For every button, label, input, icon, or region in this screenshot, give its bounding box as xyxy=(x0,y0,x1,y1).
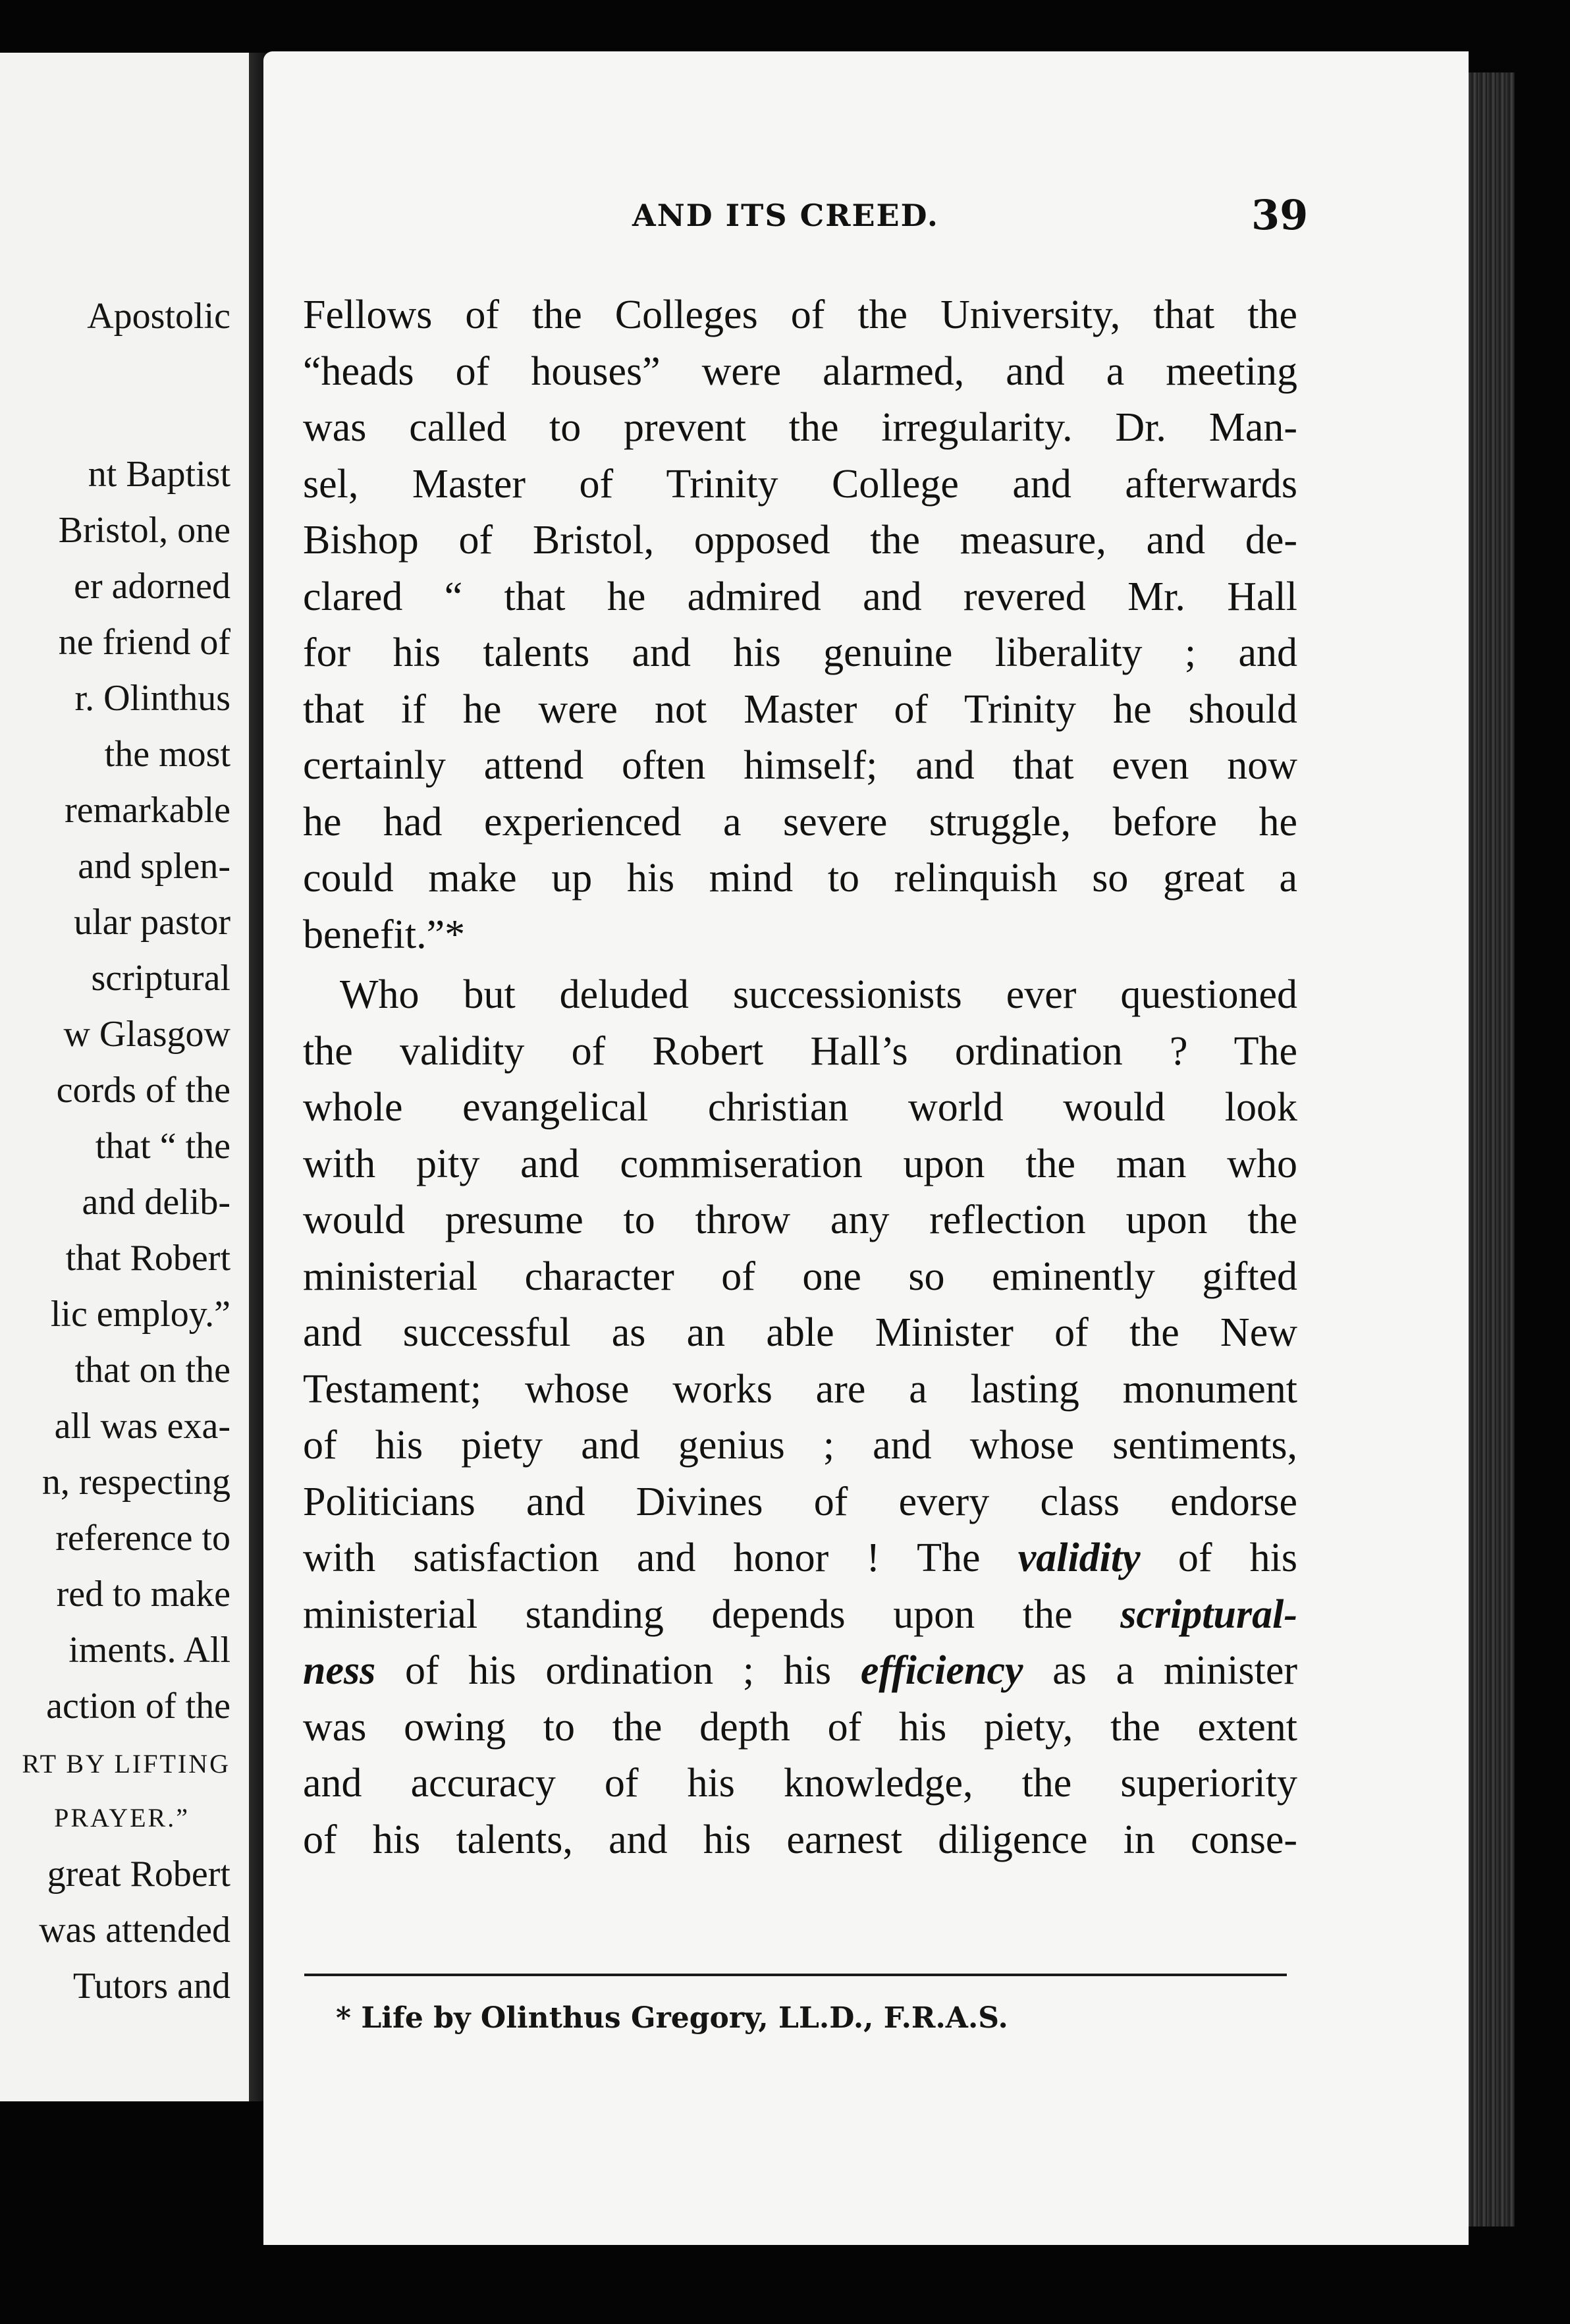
text-line: “heads of houses” were alarmed, and a meeting xyxy=(303,348,1297,394)
left-facing-page xyxy=(0,53,249,2101)
left-page-line: scriptural xyxy=(91,958,230,999)
left-page-line: and delib- xyxy=(82,1182,230,1223)
text-line: Politicians and Divines of every class endorse xyxy=(303,1479,1297,1524)
text-line: Fellows of the Colleges of the University, that the xyxy=(303,292,1297,337)
text-line: the validity of Robert Hall’s ordination ? The xyxy=(303,1028,1297,1074)
left-page-line: that “ the xyxy=(95,1126,230,1167)
book-page xyxy=(263,51,1469,2245)
italic-emphasis: efficiency xyxy=(860,1648,1023,1693)
text-line: with pity and commiseration upon the man who xyxy=(303,1141,1297,1186)
italic-emphasis: scriptural- xyxy=(1120,1591,1297,1637)
text-run: as a minister xyxy=(1052,1648,1297,1693)
left-page-line: was attended xyxy=(39,1910,230,1950)
text-line: and accuracy of his knowledge, the superiority xyxy=(303,1761,1297,1806)
left-page-line: and splen- xyxy=(78,846,230,887)
text-run: of his ordination ; his xyxy=(404,1648,832,1693)
text-run: ministerial standing depends upon the xyxy=(303,1591,1073,1637)
left-page-line: PRAYER.” xyxy=(54,1803,190,1833)
text-line: sel, Master of Trinity College and afterwards xyxy=(303,461,1297,507)
text-line: was called to prevent the irregularity. Dr. Man- xyxy=(303,405,1297,450)
text-line xyxy=(303,1643,1297,1700)
text-line: would presume to throw any reflection upon the xyxy=(303,1198,1297,1242)
text-line: clared “ that he admired and revered Mr. Hall xyxy=(303,574,1297,619)
text-line: and successful as an able Minister of the New xyxy=(303,1310,1297,1355)
text-line: Testament; whose works are a lasting monument xyxy=(303,1366,1297,1412)
text-line: that if he were not Master of Trinity he should xyxy=(303,686,1297,732)
footnote-divider xyxy=(304,1974,1287,1976)
left-page-line: reference to xyxy=(55,1518,230,1559)
left-page-line: n, respecting xyxy=(41,1462,230,1503)
left-page-line: cords of the xyxy=(56,1070,230,1111)
text-line: of his talents, and his earnest diligence in conse- xyxy=(303,1817,1297,1862)
left-page-line: RT BY LIFTING xyxy=(22,1749,230,1779)
left-page-line: nt Baptist xyxy=(88,454,230,495)
text-run: with satisfaction and honor ! The xyxy=(303,1536,981,1580)
left-page-line: Apostolic xyxy=(87,296,230,337)
text-line: ministerial character of one so eminently gifted xyxy=(303,1254,1297,1299)
left-page-line: r. Olinthus xyxy=(74,678,230,719)
left-page-line: er adorned xyxy=(74,566,230,607)
italic-emphasis: ness xyxy=(303,1648,376,1693)
footnote: * Life by Olinthus Gregory, LL.D., F.R.A.S. xyxy=(336,2001,1008,2035)
text-line: certainly attend often himself; and that even now xyxy=(303,743,1297,788)
text-line: he had experienced a severe struggle, before he xyxy=(303,799,1297,844)
left-page-line: red to make xyxy=(56,1574,230,1615)
text-line xyxy=(303,1587,1297,1644)
text-line: could make up his mind to relinquish so great a xyxy=(303,856,1297,900)
left-page-line: great Robert xyxy=(47,1854,230,1895)
left-page-line: all was exa- xyxy=(54,1406,230,1447)
left-page-line: Bristol, one xyxy=(58,510,230,551)
left-page-line: that on the xyxy=(74,1350,230,1391)
text-line: Who but deluded successionists ever questioned xyxy=(340,972,1297,1017)
text-line: for his talents and his genuine liberality ; and xyxy=(303,630,1297,675)
running-head: AND ITS CREED. xyxy=(632,198,939,233)
text-line xyxy=(303,1530,1297,1587)
text-line: was owing to the depth of his piety, the extent xyxy=(303,1704,1297,1750)
text-line: benefit.”* xyxy=(303,912,466,957)
left-page-line: the most xyxy=(104,734,230,775)
left-page-line: remarkable xyxy=(65,790,230,831)
left-page-line: action of the xyxy=(46,1686,230,1727)
book-page-edges xyxy=(1469,72,1515,2227)
page-number: 39 xyxy=(1251,191,1309,239)
text-line: Bishop of Bristol, opposed the measure, and de- xyxy=(303,518,1297,563)
text-line: whole evangelical christian world would look xyxy=(303,1085,1297,1130)
left-page-line: ular pastor xyxy=(74,902,230,943)
text-run: of his xyxy=(1178,1536,1297,1580)
page-body-text xyxy=(303,287,1297,1868)
left-page-line: Tutors and xyxy=(72,1966,230,2006)
left-page-line: ne friend of xyxy=(58,622,230,663)
left-page-line: iments. All xyxy=(68,1630,230,1671)
text-line: of his piety and genius ; and whose sentiments, xyxy=(303,1423,1297,1468)
left-page-line: that Robert xyxy=(65,1238,230,1279)
left-page-line: lic employ.” xyxy=(50,1294,230,1335)
left-page-line: w Glasgow xyxy=(63,1014,230,1055)
italic-emphasis: validity xyxy=(1017,1536,1141,1580)
